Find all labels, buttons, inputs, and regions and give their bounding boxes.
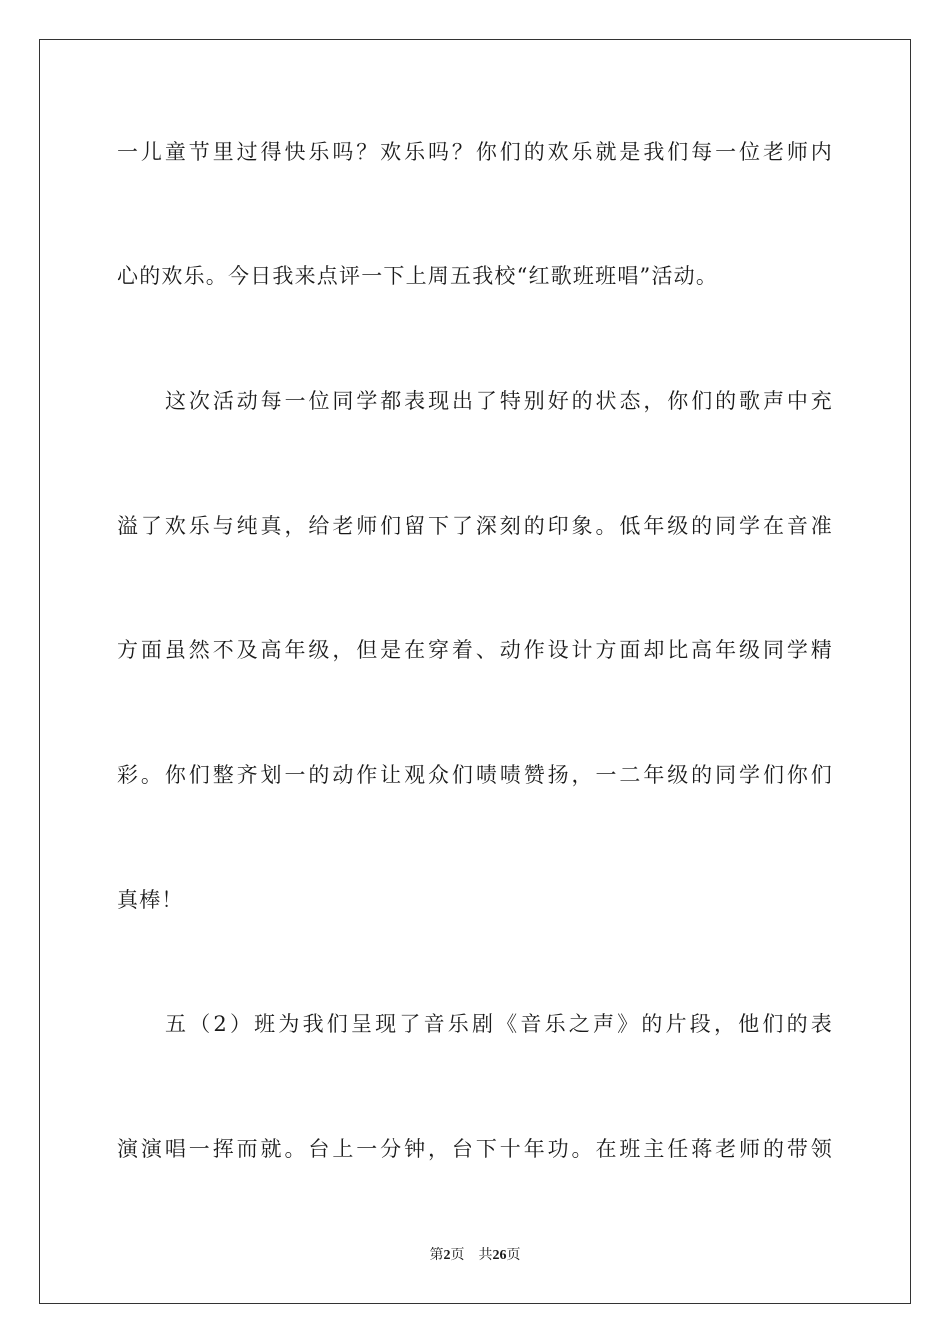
text-line-3: 这次活动每一位同学都表现出了特别好的状态，你们的歌声中充 [165,389,833,413]
text-line-6: 彩。你们整齐划一的动作让观众们啧啧赞扬，一二年级的同学们你们 [117,763,833,787]
page-border [39,39,911,1304]
page-footer [0,1246,950,1265]
text-line-8: 五（2）班为我们呈现了音乐剧《音乐之声》的片段，他们的表 [165,1012,833,1036]
total-prefix: 共 [478,1247,493,1263]
text-line-5: 方面虽然不及高年级，但是在穿着、动作设计方面却比高年级同学精 [117,638,833,662]
page-suffix: 页 [450,1247,465,1263]
total-pages: 26 [492,1248,507,1263]
text-line-2: 心的欢乐。今日我来点评一下上周五我校“红歌班班唱”活动。 [117,264,719,288]
text-line-1: 一儿童节里过得快乐吗？欢乐吗？你们的欢乐就是我们每一位老师内 [117,140,833,164]
page-number: 2 [443,1248,451,1263]
text-line-7: 真棒！ [117,888,184,912]
total-suffix: 页 [506,1247,521,1263]
page-prefix: 第 [429,1247,444,1263]
text-line-4: 溢了欢乐与纯真，给老师们留下了深刻的印象。低年级的同学在音准 [117,514,833,538]
text-line-9: 演演唱一挥而就。台上一分钟，台下十年功。在班主任蒋老师的带领 [117,1137,833,1161]
